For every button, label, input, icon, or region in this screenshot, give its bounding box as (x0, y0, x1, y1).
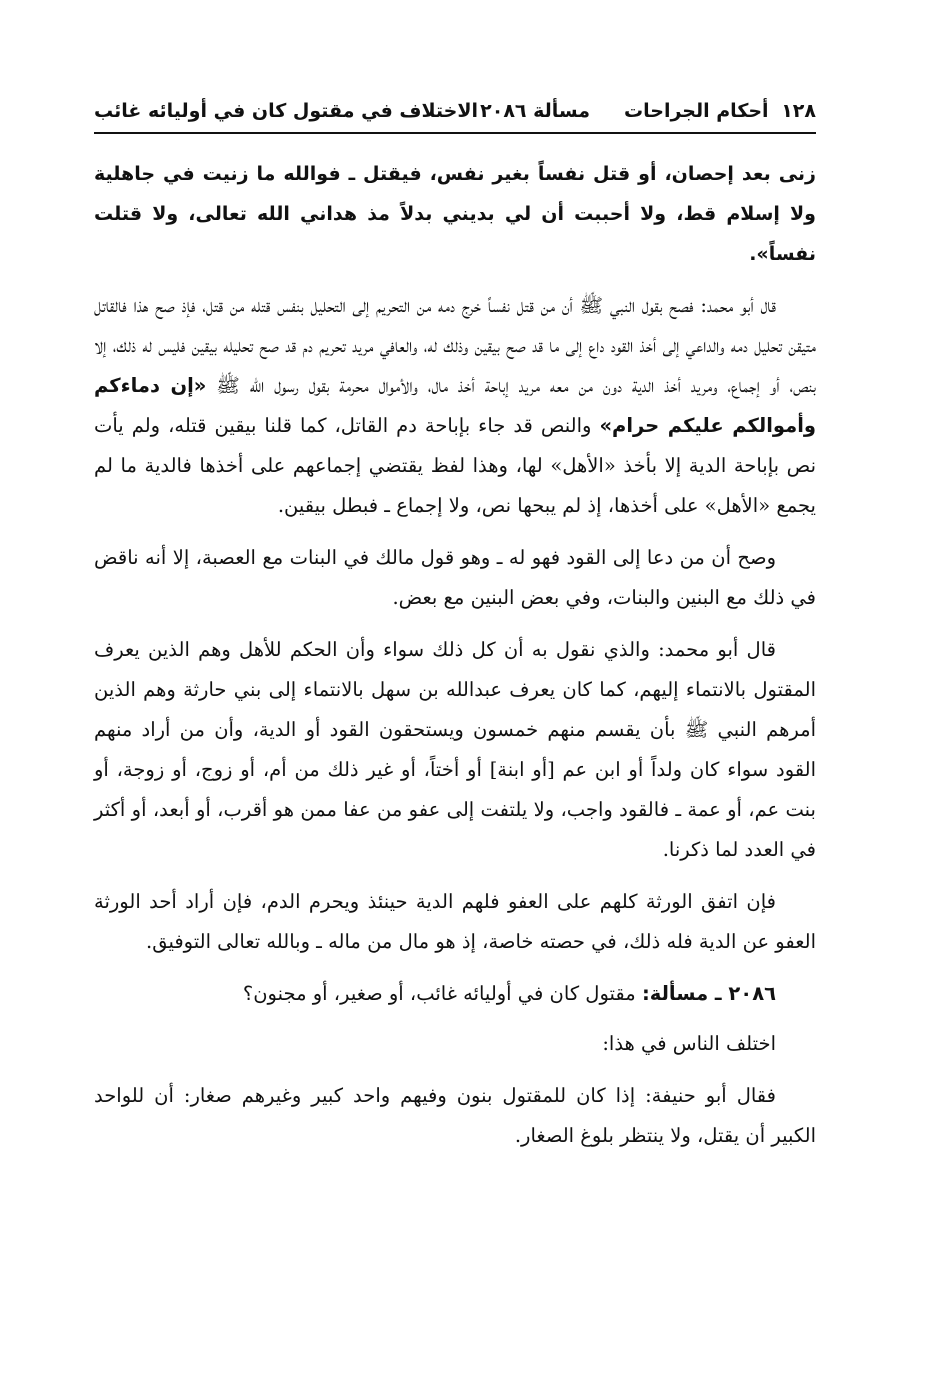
paragraph-malik: وصح أن من دعا إلى القود فهو له ـ وهو قول مالك في البنات مع العصبة، إلا أنه ناقض في ذلك مع البنين والبنات، وفي بعض البنين مع بعض. (94, 546, 816, 609)
header-right-group (480, 100, 816, 122)
paragraph-abu-muhammad-2: قال أبو محمد: والذي نقول به أن كل ذلك سواء وأن الحكم للأهل وهم الذين يعرف المقتول بالانتماء إليهم، كما كان يعرف عبدالله بن سهل بالانتماء إلى بني حارثة وهم الذين أمرهم النبي ﷺ بأن يقسم منهم خمسون ويستحقون القود أو الدية، وأن من أراد منهم القود سواء كان ولداً أو ابن عم [أو ابنة] أو أختاً، أو غير ذلك من أم، أو زوج، أو زوجة، أو بنت عم، أو عمة ـ فالقود واجب، ولا يلتفت إلى عفو من عفا ممن هو أقرب، أو أبعد، أو أكثر في العدد لما ذكرنا. (94, 638, 816, 861)
issue-number: ٢٠٨٦ ـ مسألة: (641, 982, 776, 1005)
hadith-quote: «إن دماءكم وأموالكم عليكم حرام» (94, 374, 817, 437)
header-section-title: الاختلاف في مقتول كان في أوليائه غائب (94, 100, 478, 122)
issue-heading (94, 974, 816, 1014)
paragraph-heirs: فإن اتفق الورثة كلهم على العفو فلهم الدية حينئذ ويحرم الدم، فإن أراد أحد الورثة العفو عن الدية فله ذلك، في حصته خاصة، إذ هو مال من ماله ـ وبالله تعالى التوفيق. (94, 890, 816, 953)
page-number: ١٢٨ (781, 100, 816, 122)
paragraph-abu-muhammad-1 (94, 286, 816, 526)
paragraph-text: والنص قد جاء بإباحة دم القاتل، كما قلنا بيقين قتله، ولم يأت نص بإباحة الدية إلا بأخذ «الأهل» لها، وهذا لفظ يقتضي إجماعهم على أخذها فالدية ما لم يجمع «الأهل» على أخذها، إذ لم يبحها نص، ولا إجماع ـ فبطل بيقين. (94, 414, 816, 517)
issue-text: مقتول كان في أوليائه غائب، أو صغير، أو مجنون؟ (242, 982, 636, 1005)
paragraph-disagreement: اختلف الناس في هذا: (602, 1032, 776, 1055)
paragraph-abu-hanifa: فقال أبو حنيفة: إذا كان للمقتول بنون وفيهم واحد كبير وغيرهم صغار: أن للواحد الكبير أن يقتل، ولا ينتظر بلوغ الصغار. (94, 1084, 816, 1147)
header-issue-label: مسألة ٢٠٨٦ (480, 100, 591, 122)
book-title: أحكام الجراحات (624, 100, 769, 122)
paragraph-continued-quote: زنى بعد إحصان، أو قتل نفساً بغير نفس، فيقتل ـ فوالله ما زنيت في جاهلية ولا إسلام قط، ولا أحببت أن لي بديني بدلاً مذ هداني الله تعالى، ولا قتلت نفساً». (94, 163, 816, 265)
header-page-block (624, 100, 816, 122)
running-header (94, 100, 816, 134)
paragraph-text: قال أبو محمد: فصح بقول النبي ﷺ أن من قتل نفساً خرج دمه من التحريم إلى التحليل بنفس قتله من قتل، فإذ صح هذا فالقاتل متيقن تحليل دمه والداعي إلى أخذ القود داع إلى ما قد صح بيقين وذلك له، والعافي مريد تحريم دم قد صح تحليله بيقين فليس له ذلك، إلا بنص، أو إجماع، ومريد أخذ الدية دون من معه مريد إباحة أخذ مال، والأموال محرمة بقول رسول الله ﷺ (94, 294, 817, 397)
